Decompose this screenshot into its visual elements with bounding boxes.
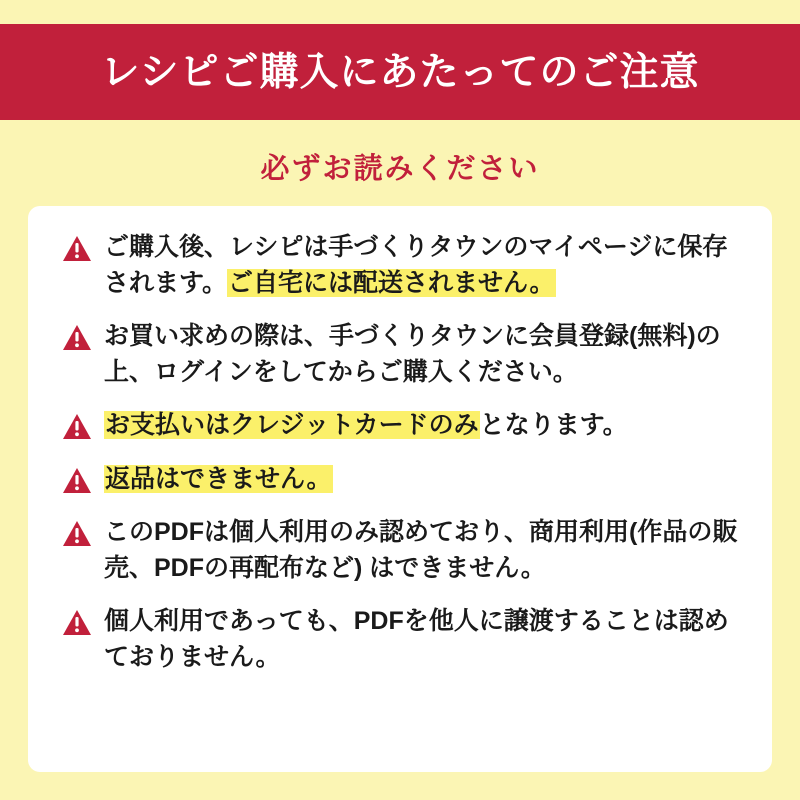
notice-text bbox=[104, 230, 742, 301]
warning-triangle-icon bbox=[62, 608, 92, 638]
notice-card bbox=[28, 206, 772, 772]
highlighted-text: お支払いはクレジットカードのみ bbox=[105, 411, 479, 439]
notice-item bbox=[62, 515, 742, 586]
notice-item bbox=[62, 230, 742, 301]
notice-item bbox=[62, 408, 742, 444]
highlighted-text: ご自宅には配送されません。 bbox=[228, 268, 555, 297]
page-title: レシピご購入にあたってのご注意 bbox=[100, 50, 700, 94]
plain-text: お買い求めの際は、手づくりタウンに会員登録(無料)の上、ログインをしてからご購入ください。 bbox=[104, 322, 721, 386]
warning-triangle-icon bbox=[62, 466, 92, 496]
warning-triangle-icon bbox=[62, 234, 92, 264]
warning-triangle-icon bbox=[62, 519, 92, 549]
subtitle: 必ずお読みください bbox=[260, 153, 540, 185]
notice-text bbox=[104, 515, 742, 586]
plain-text: 個人利用であっても、PDFを他人に譲渡することは認めておりません。 bbox=[104, 607, 729, 671]
notice-item bbox=[62, 319, 742, 390]
notice-text bbox=[104, 604, 742, 675]
header-band bbox=[0, 24, 800, 120]
notice-list bbox=[62, 230, 742, 675]
notice-text bbox=[104, 462, 333, 498]
plain-text: ご購入後、レシピは手づくりタウンのマイページに保存されます。 bbox=[104, 233, 728, 297]
notice-text bbox=[104, 319, 742, 390]
plain-text: となります。 bbox=[479, 411, 628, 439]
plain-text: このPDFは個人利用のみ認めており、商用利用(作品の販売、PDFの再配布など) はできません。 bbox=[104, 518, 738, 582]
warning-triangle-icon bbox=[62, 412, 92, 442]
notice-text bbox=[104, 408, 628, 444]
notice-item bbox=[62, 604, 742, 675]
highlighted-text: 返品はできません。 bbox=[105, 464, 332, 493]
warning-triangle-icon bbox=[62, 323, 92, 353]
notice-item bbox=[62, 462, 742, 498]
